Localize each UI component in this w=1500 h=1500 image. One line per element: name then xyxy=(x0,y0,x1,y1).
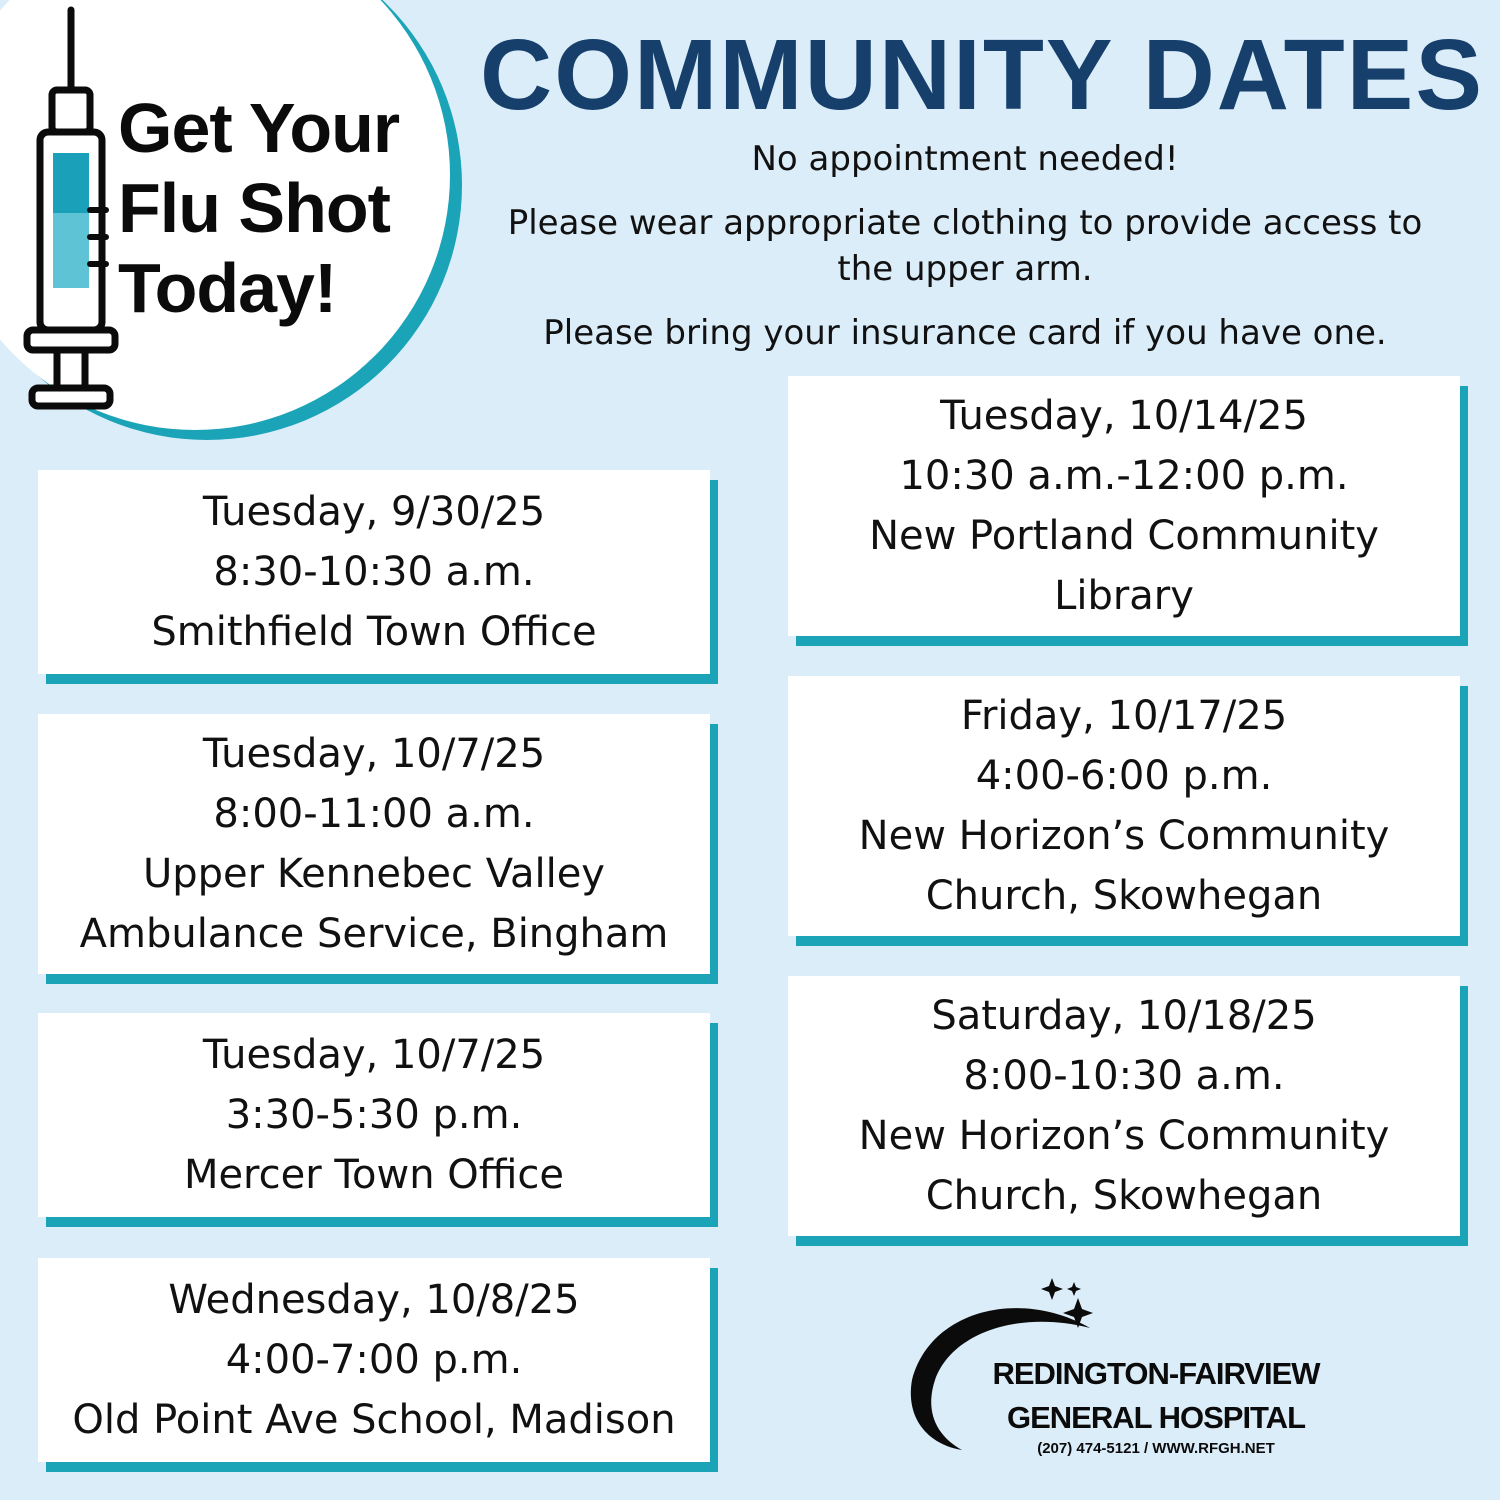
event-time: 3:30-5:30 p.m. xyxy=(225,1092,523,1138)
event-date: Tuesday, 9/30/25 xyxy=(202,489,546,535)
event-date: Saturday, 10/18/25 xyxy=(931,993,1317,1039)
event-location: Church, Skowhegan xyxy=(925,1173,1323,1219)
event-card xyxy=(788,976,1460,1236)
hospital-name-line-1: REDINGTON-FAIRVIEW xyxy=(992,1356,1320,1391)
event-time: 8:00-10:30 a.m. xyxy=(963,1053,1285,1099)
event-location: New Horizon’s Community xyxy=(858,1113,1390,1159)
event-location: Library xyxy=(1054,573,1194,619)
event-location: Smithfield Town Office xyxy=(151,609,597,655)
hospital-name-line-2: GENERAL HOSPITAL xyxy=(1006,1400,1306,1435)
event-time: 4:00-6:00 p.m. xyxy=(975,753,1273,799)
promo-line-3: Today! xyxy=(118,249,337,327)
event-card xyxy=(38,714,710,974)
event-time: 4:00-7:00 p.m. xyxy=(225,1337,523,1383)
event-date: Friday, 10/17/25 xyxy=(960,693,1288,739)
event-location: Upper Kennebec Valley xyxy=(143,851,605,897)
event-location: New Horizon’s Community xyxy=(858,813,1390,859)
promo-heading xyxy=(118,88,399,328)
event-location: Church, Skowhegan xyxy=(925,873,1323,919)
event-time: 10:30 a.m.-12:00 p.m. xyxy=(899,453,1349,499)
event-card xyxy=(788,376,1460,636)
event-location: New Portland Community xyxy=(869,513,1379,559)
promo-line-1: Get Your xyxy=(118,89,400,167)
syringe-icon xyxy=(20,5,130,415)
hospital-contact: (207) 474-5121 / WWW.RFGH.NET xyxy=(1037,1440,1275,1457)
event-card xyxy=(38,1013,710,1217)
event-card xyxy=(38,470,710,674)
event-card xyxy=(38,1258,710,1462)
event-location: Old Point Ave School, Madison xyxy=(72,1397,676,1443)
note-clothing: Please wear appropriate clothing to provide access to the upper arm. xyxy=(507,203,1423,289)
event-location: Ambulance Service, Bingham xyxy=(79,911,669,957)
event-date: Tuesday, 10/7/25 xyxy=(202,731,546,777)
event-time: 8:30-10:30 a.m. xyxy=(213,549,535,595)
note-no-appointment: No appointment needed! xyxy=(751,139,1179,179)
promo-line-2: Flu Shot xyxy=(118,169,390,247)
event-date: Tuesday, 10/7/25 xyxy=(202,1032,546,1078)
event-time: 8:00-11:00 a.m. xyxy=(213,791,535,837)
page-title: COMMUNITY DATES xyxy=(480,19,1485,131)
event-date: Tuesday, 10/14/25 xyxy=(940,393,1308,439)
event-card xyxy=(788,676,1460,936)
hospital-name xyxy=(966,1352,1346,1440)
event-date: Wednesday, 10/8/25 xyxy=(168,1277,580,1323)
event-location: Mercer Town Office xyxy=(183,1152,565,1198)
note-insurance: Please bring your insurance card if you have one. xyxy=(543,313,1387,353)
